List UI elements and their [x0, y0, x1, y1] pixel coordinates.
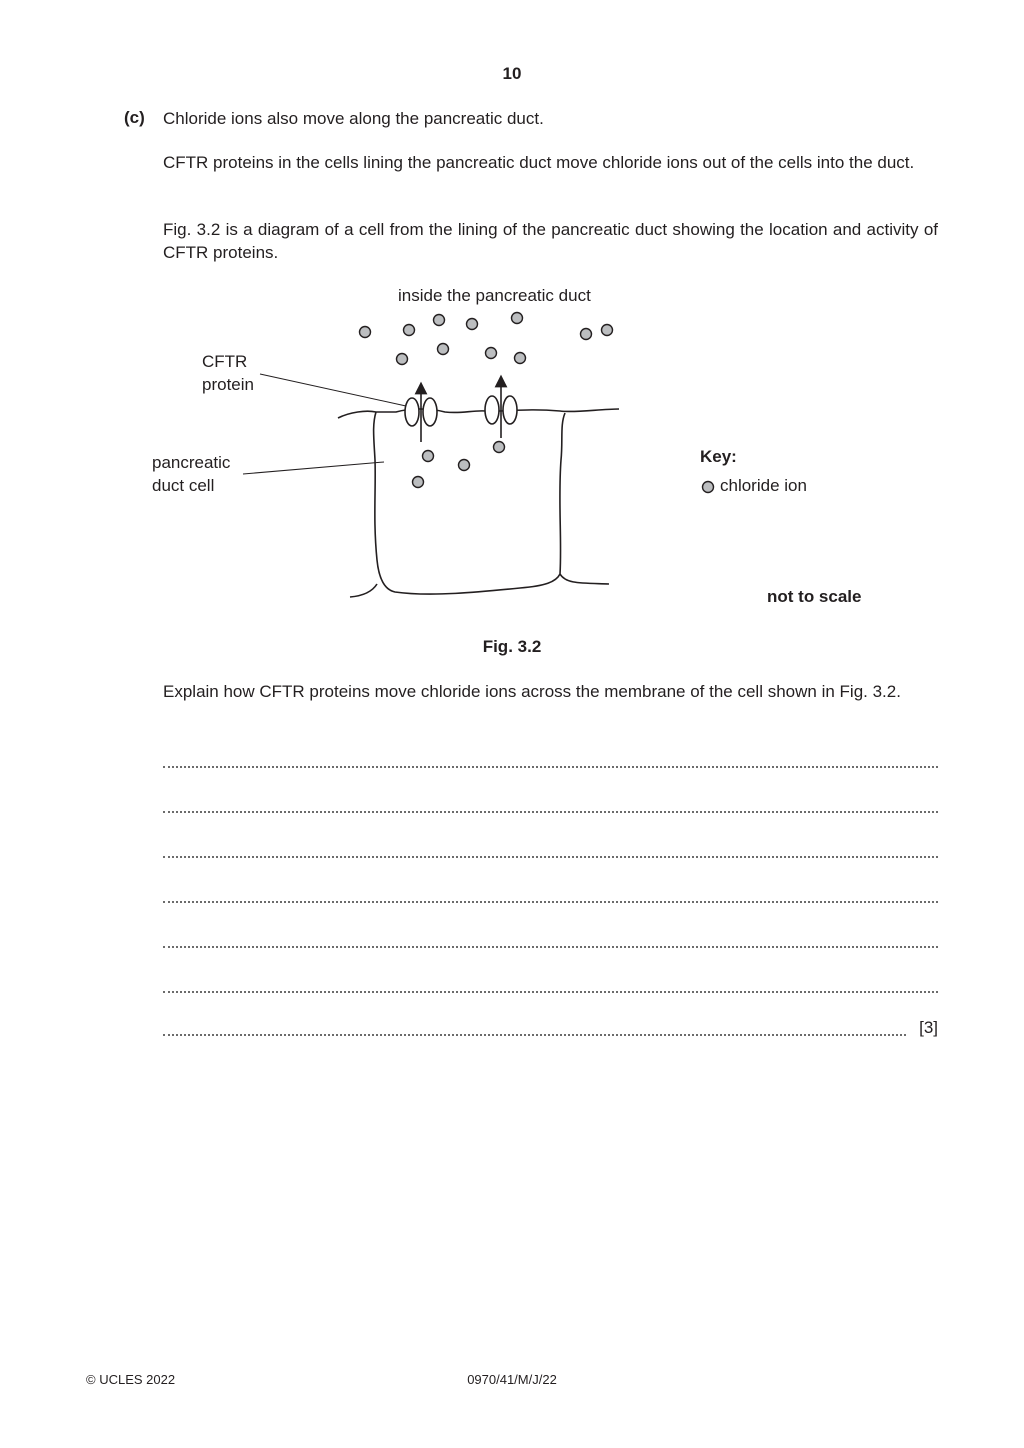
cftr-protein-channel	[485, 396, 517, 424]
chloride-ions-in-duct	[360, 313, 613, 365]
cftr-protein-channel	[405, 398, 437, 426]
key-title: Key:	[700, 447, 737, 466]
page-number: 10	[502, 64, 522, 83]
answer-line[interactable]	[163, 975, 938, 995]
key-chloride-ion-label: chloride ion	[720, 476, 807, 495]
cell-diagram	[0, 0, 1024, 640]
label-cftr-protein: protein	[202, 375, 254, 394]
answer-line[interactable]	[163, 840, 938, 860]
figure-caption: Fig. 3.2	[482, 637, 542, 656]
footer-copyright: © UCLES 2022	[86, 1372, 176, 1387]
answer-line[interactable]	[163, 885, 938, 905]
cell-label-pointer	[243, 462, 384, 474]
footer-paper-code: 0970/41/M/J/22	[467, 1372, 557, 1387]
marks-allocation: [3]	[919, 1018, 938, 1037]
answer-line[interactable]	[163, 930, 938, 950]
not-to-scale-note: not to scale	[767, 587, 862, 606]
label-pancreatic-duct-cell: pancreatic	[152, 453, 231, 472]
label-inside-duct: inside the pancreatic duct	[398, 286, 591, 305]
label-cftr-protein: CFTR	[202, 352, 248, 371]
answer-line[interactable]	[163, 795, 938, 815]
figure-description: Fig. 3.2 is a diagram of a cell from the lining of the pancreatic duct showing the location and activity of CFTR proteins.	[163, 220, 938, 262]
label-pancreatic-duct-cell: duct cell	[152, 476, 215, 495]
question-part-label: (c)	[124, 108, 145, 127]
answer-line[interactable]	[163, 750, 938, 770]
cftr-label-pointer	[260, 374, 406, 406]
chloride-ions-in-cell	[413, 442, 505, 488]
question-prompt: Explain how CFTR proteins move chloride ions across the membrane of the cell shown in Fig. 3.2.	[163, 682, 901, 701]
neighbour-cell-right	[560, 574, 609, 584]
question-context: CFTR proteins in the cells lining the pancreatic duct move chloride ions out of the cells into the duct.	[163, 153, 915, 172]
key-chloride-ion-symbol	[703, 482, 714, 493]
question-intro: Chloride ions also move along the pancreatic duct.	[163, 109, 544, 128]
pancreatic-duct-cell-outline	[374, 412, 565, 594]
duct-lining-membrane	[338, 409, 619, 418]
answer-line[interactable]	[163, 1018, 938, 1038]
neighbour-cell-left	[350, 584, 377, 597]
